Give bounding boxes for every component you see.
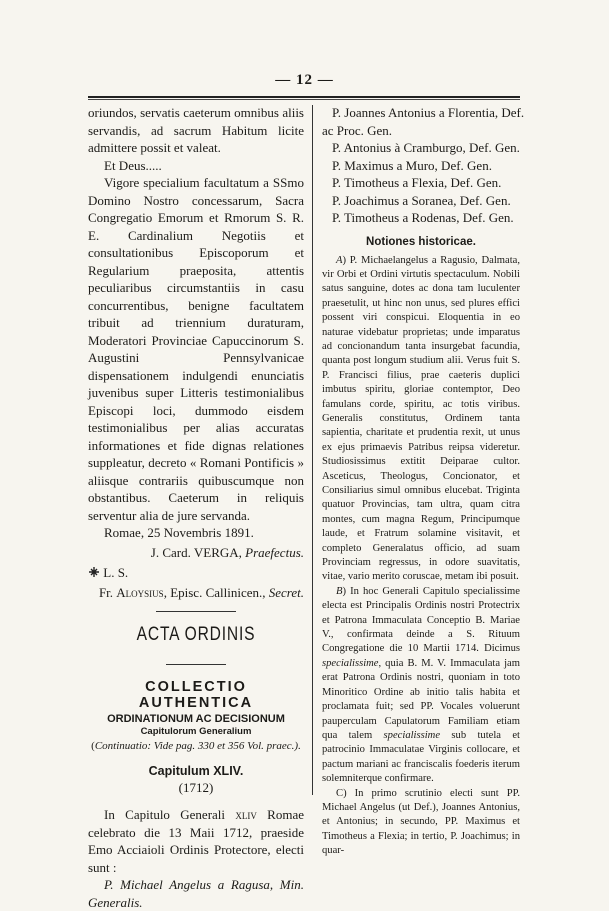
left-column bbox=[88, 104, 304, 911]
signature-secretary-name: Aloysius bbox=[116, 584, 164, 600]
paragraph-vigore: Vigore specialium facultatum a SSmo Domino Nostro concessarum, Sacra Congregatio Emorum et Rmorum S. R. E. Cardinalium Negotiis et consultationibus Episcoporum et Regularium praeposita, attentis peculiaribus circumstantiis in casu concurrentibus, benigne facultatem tribuit ad triennium duraturam, Moderatori Provinciae Capuccinorum S. Augustini Pennsylvanicae dispensationem indulgendi enunciatis juvenibus super Litteris testimonialibus Episcopi loci, dummodo eisdem testimonialibus per alias accuratas informationes et fide dignas relationes suppleatur, decreto « Romani Pontificis » aliisque contrariis quibuscumque non obstantibus. Caeterum in reliquis serventur alia de jure servanda. bbox=[88, 175, 304, 523]
election-roman: xliv bbox=[235, 807, 257, 822]
list-item: P. Timotheus a Flexia, Def. Gen. bbox=[332, 175, 502, 190]
note-b bbox=[322, 585, 520, 787]
list-item: P. Joachimus a Soranea, Def. Gen. bbox=[332, 192, 511, 208]
signature-secretary-title: Secret. bbox=[268, 584, 304, 600]
election-text-a: In Capitulo Generali bbox=[104, 807, 236, 822]
continuatio-ref: : Vide pag. 330 et 356 Vol. praec.). bbox=[147, 740, 301, 752]
signature-prefect-title: Praefectus. bbox=[245, 544, 304, 560]
note-b-text-3: sub tutela et patrocinio Immaculatae Virginis collocare, et pactum mariani ac franciscalis foederis iterum solemniterque confirmare. bbox=[322, 729, 521, 785]
elected-general bbox=[88, 876, 304, 911]
capitulum-title: Capitulum XLIV. bbox=[148, 764, 244, 778]
signature-prefect-name: J. Card. VERGA, bbox=[150, 544, 246, 560]
collectio-heading: COLLECTIO AUTHENTICA bbox=[138, 679, 254, 711]
section-divider-2 bbox=[166, 664, 226, 665]
list-item: ac Proc. Gen. bbox=[322, 122, 393, 138]
paragraph-election bbox=[88, 806, 304, 876]
continuatio-note bbox=[88, 740, 304, 752]
signature-prefect bbox=[88, 544, 304, 562]
capitulum-year: (1712) bbox=[178, 780, 214, 795]
election-text-b: Romae celebrato die 13 Maii 1712, praeside Emo Acciaioli Ordinis Protectore, electi sunt : bbox=[88, 807, 304, 875]
list-item: P. Antonius à Cramburgo, Def. Gen. bbox=[332, 140, 520, 155]
note-b-emphasis-2: specialissime bbox=[383, 729, 441, 741]
continuatio-open: ( bbox=[91, 740, 95, 752]
section-title-acta: ACTA ORDINIS bbox=[136, 624, 256, 645]
note-a-label: A bbox=[336, 254, 343, 266]
continuatio-word: Continuatio bbox=[94, 740, 148, 752]
note-a-text: ) P. Michaelangelus a Ragusio, Dalmata, vir Orbi et Ordini virtutis spectaculum. Nobili satus sanguine, dotes ac dona tam luculenter praesetulit, ut hinc non unus, sed plures effici possent viri conspicui. Eloquentia in eo naturae videbatur proprietas; unde imparatus ad concionandum tanta insurgebat facundia, quanta post longum studium alii. Verus fuit S. P. Francisci filius, prae caeteris duplici imbutus spiritu, gloriae contemptor, Deo famulans corde, spiritu, ac totis viribus. Generalis constitutus, Ordinem tanta sapientia, charitate et prudentia rexit, ut unus ex ejus primaevis Patribus reipsa videretur. Studiosissimus extitit Deiparae cultor. Asceticus, Theologus, Concionator, et Consiliarius simul omnibus elucebat. Triginta quatuor Provincias, tam ultra, quam citra montes, cum magna Regum, Principumque laude, et Fratrum solamine visitavit, et completo Generalatus officio, ad suam Provinciam regressus, in odore suavitatis, vitae, vario merito coruscae, metam ibi posuit. bbox=[322, 254, 520, 583]
ordinationum-heading: ORDINATIONUM AC DECISIONUM bbox=[107, 713, 285, 725]
notiones-heading: Notiones historicae. bbox=[366, 235, 476, 248]
note-b-text-1: ) In hoc Generali Capitulo specialissime electa est Principalis Ordinis nostri Protectrix et Patrona Immaculata Conceptio B. Mariae V., confirmata deinde a S. Rituum Congregatione die 10 Martii 1714. Dicimus bbox=[322, 585, 520, 655]
elected-general-text: P. Michael Angelus a Ragusa, Min. Generalis. bbox=[88, 877, 304, 910]
locus-sigilli bbox=[88, 564, 304, 582]
list-item: P. Maximus a Muro, Def. Gen. bbox=[332, 157, 492, 173]
paragraph-et-deus: Et Deus..... bbox=[104, 157, 162, 173]
header-rule-thin bbox=[88, 99, 520, 100]
note-b-text-2: , quia B. M. V. Immaculata jam erat Patrona Ordinis nostri, quoniam in toto Minoritico Ordine ab initio talis habita et proclamata fuit; sed PP. Vocales voluerunt pauperculam Capulatorum Familiam etiam qua talem bbox=[322, 657, 520, 741]
list-item: P. Joannes Antonius a Florentia, Def. bbox=[332, 105, 525, 120]
seal-cross-icon bbox=[88, 566, 100, 578]
decree-date: Romae, 25 Novembris 1891. bbox=[104, 525, 254, 540]
right-column bbox=[322, 104, 525, 859]
paragraph-continuation: oriundos, servatis caeterum omnibus aliis servandis, ad sacrum Habitum licite admittere possit et valeat. bbox=[88, 105, 304, 155]
note-b-label: B bbox=[336, 585, 343, 597]
note-b-emphasis-1: specialissime bbox=[322, 657, 379, 669]
page-number: — 12 — bbox=[275, 72, 334, 88]
signature-secretary-see: , Episc. Callinicen., bbox=[163, 584, 269, 600]
note-c: C) In primo scrutinio electi sunt PP. Michael Angelus (ut Def.), Joannes Antonius, et Antonius; in secundo, PP. Maximus et Timotheus a Flexia; in tertio, P. Joachimus; in quar- bbox=[322, 787, 520, 857]
locus-sigilli-text: L. S. bbox=[103, 565, 129, 580]
header-rule bbox=[88, 96, 520, 98]
column-divider bbox=[312, 105, 313, 795]
list-item: P. Timotheus a Rodenas, Def. Gen. bbox=[332, 210, 514, 225]
signature-secretary bbox=[88, 584, 304, 602]
elected-definitors-list bbox=[322, 104, 525, 227]
section-divider bbox=[156, 611, 236, 612]
capitulorum-heading: Capitulorum Generalium bbox=[140, 726, 252, 737]
signature-secretary-prefix: Fr. bbox=[98, 584, 117, 600]
note-a bbox=[322, 254, 520, 585]
